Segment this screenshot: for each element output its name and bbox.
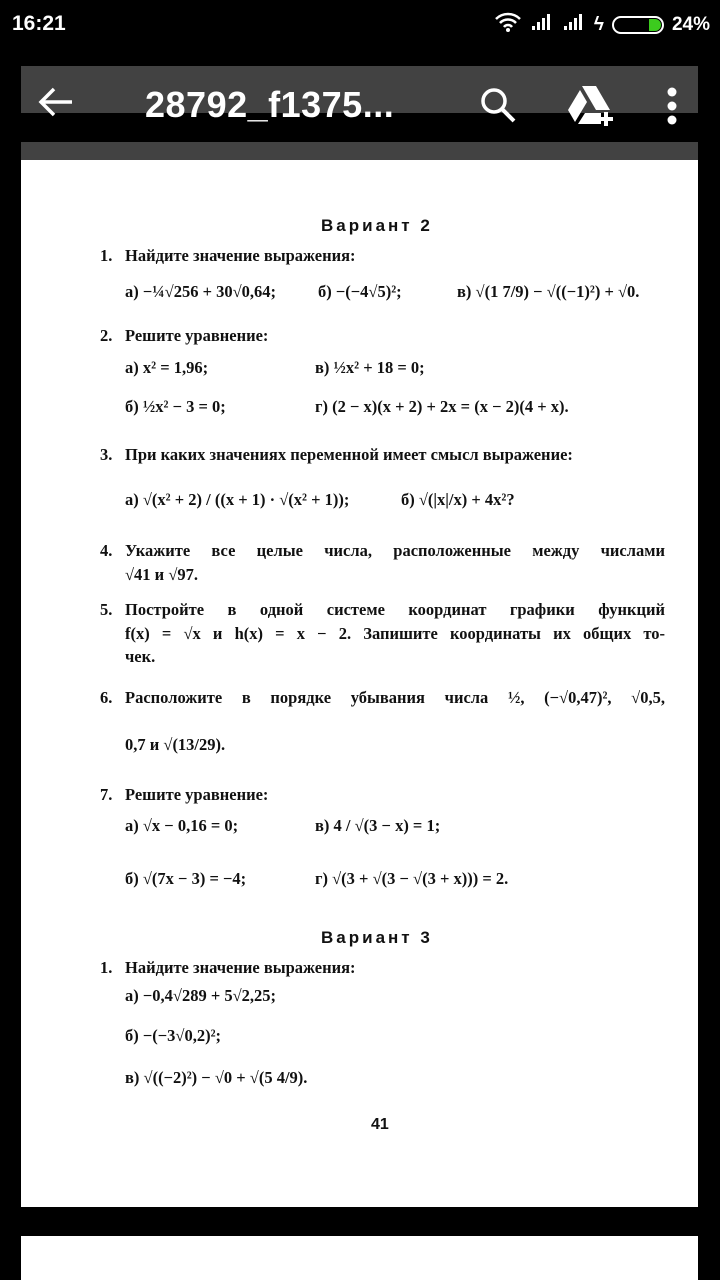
- subitem: б) −(−3√0,2)²;: [125, 1026, 222, 1045]
- question-text: чек.: [125, 647, 156, 666]
- question-number: 6.: [100, 688, 113, 707]
- more-vert-icon[interactable]: [666, 86, 678, 131]
- subitem: в) ½x² + 18 = 0;: [315, 358, 425, 377]
- toolbar-background: [21, 142, 698, 160]
- question-number: 7.: [100, 785, 113, 804]
- question-text: f(x) = √x и h(x) = x − 2. Запишите координаты их общих то-: [125, 624, 665, 643]
- question-number: 1.: [100, 958, 113, 977]
- page-number: 41: [371, 1116, 389, 1133]
- question-text: Решите уравнение:: [125, 326, 269, 345]
- status-bar: [0, 0, 720, 48]
- app-bar: [0, 66, 720, 142]
- search-icon[interactable]: [478, 86, 518, 131]
- subitem: а) √(x² + 2) / ((x + 1) · √(x² + 1));: [125, 490, 350, 509]
- pdf-page-next: [21, 1236, 698, 1280]
- subitem: а) x² = 1,96;: [125, 358, 209, 377]
- subitem: г) (2 − x)(x + 2) + 2x = (x − 2)(4 + x).: [315, 397, 569, 416]
- document-title: 28792_f1375...: [145, 84, 395, 125]
- signal-icon: [530, 13, 554, 37]
- arrow-left-icon[interactable]: [36, 84, 76, 129]
- question-number: 1.: [100, 246, 113, 265]
- subitem: в) √((−2)²) − √0 + √(5 4/9).: [125, 1068, 308, 1087]
- question-text: Укажите все целые числа, расположенные между числами: [125, 541, 665, 560]
- subitem: б) √(|x|/x) + 4x²?: [401, 490, 515, 509]
- add-to-drive-icon[interactable]: [568, 84, 618, 133]
- subitem: г) √(3 + √(3 − √(3 + x))) = 2.: [315, 869, 509, 888]
- question-text: √41 и √97.: [125, 565, 198, 584]
- subitem: в) 4 / √(3 − x) = 1;: [315, 816, 441, 835]
- question-text: Найдите значение выражения:: [125, 958, 356, 977]
- subitem: в) √(1 7/9) − √((−1)²) + √0.: [457, 282, 640, 301]
- question-number: 5.: [100, 600, 113, 619]
- question-text: Постройте в одной системе координат графики функций: [125, 600, 665, 619]
- subitem: б) √(7x − 3) = −4;: [125, 869, 247, 888]
- subitem: б) −(−4√5)²;: [318, 282, 402, 301]
- question-number: 2.: [100, 326, 113, 345]
- variant-title: Вариант 3: [321, 928, 433, 947]
- wifi-icon: [494, 12, 522, 38]
- pdf-page: [21, 160, 698, 1207]
- question-number: 3.: [100, 445, 113, 464]
- signal-icon: [562, 13, 586, 37]
- question-text: 0,7 и √(13/29).: [125, 735, 226, 754]
- question-text: Решите уравнение:: [125, 785, 269, 804]
- battery-icon: [612, 16, 664, 34]
- question-text: При каких значениях переменной имеет смысл выражение:: [125, 445, 573, 464]
- subitem: а) √x − 0,16 = 0;: [125, 816, 239, 835]
- charging-icon: ϟ: [593, 14, 604, 35]
- variant-title: Вариант 2: [321, 216, 433, 235]
- subitem: а) −0,4√289 + 5√2,25;: [125, 986, 277, 1005]
- question-text: Расположите в порядке убывания числа ½, (−√0,47)², √0,5,: [125, 688, 665, 707]
- subitem: б) ½x² − 3 = 0;: [125, 397, 226, 416]
- subitem: а) −¼√256 + 30√0,64;: [125, 282, 277, 301]
- status-time: 16:21: [12, 12, 66, 35]
- question-text: Найдите значение выражения:: [125, 246, 356, 265]
- battery-percent: 24%: [671, 14, 710, 35]
- question-number: 4.: [100, 541, 113, 560]
